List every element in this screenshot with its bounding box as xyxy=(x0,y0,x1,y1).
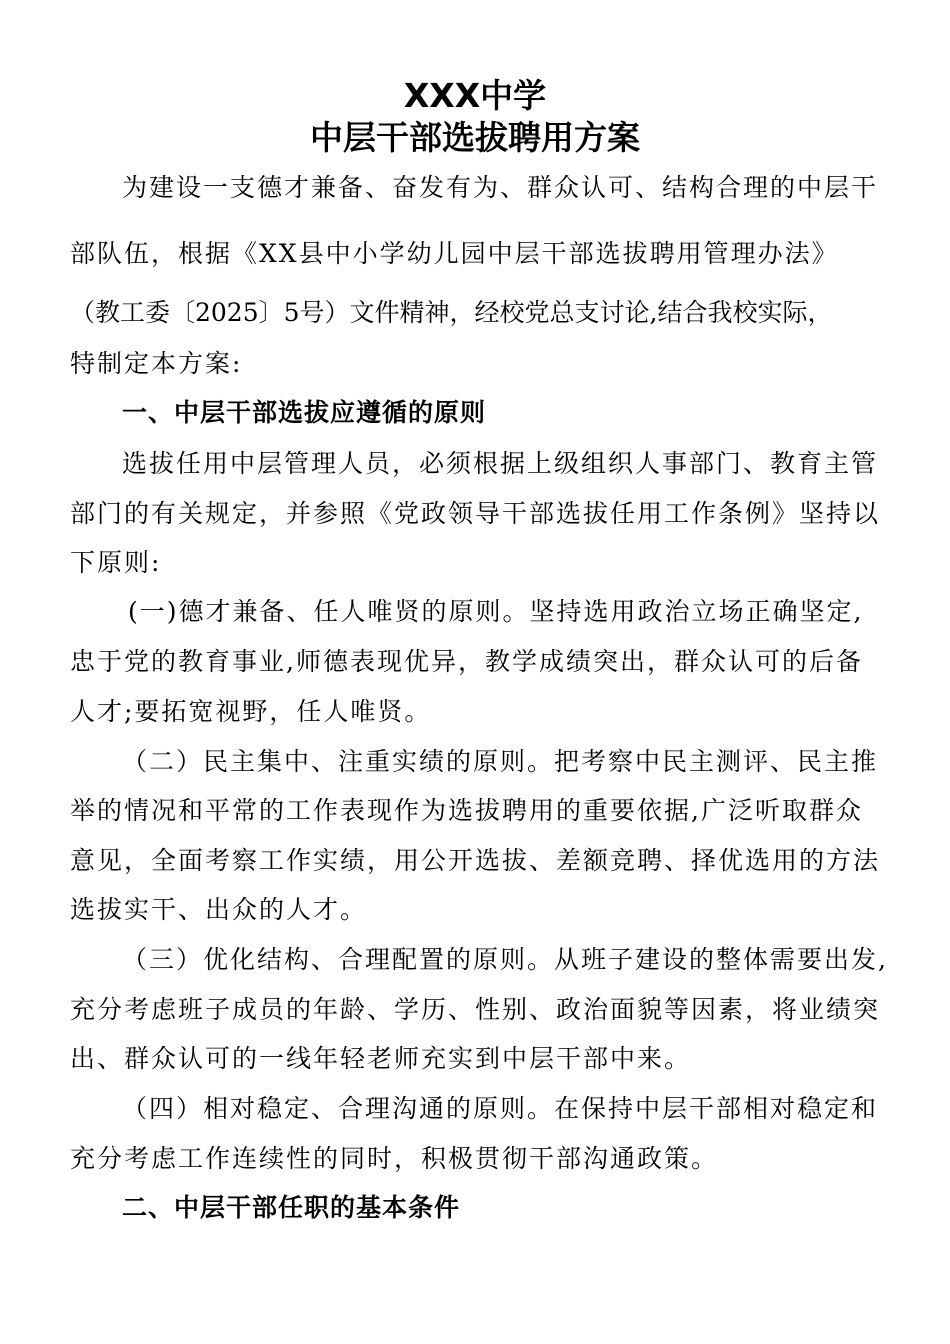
principle-3-line-3: 出、群众认可的一线年轻老师充实到中层干部中来。 xyxy=(70,1044,692,1073)
section-2-heading: 二、中层干部任职的基本条件 xyxy=(122,1193,461,1222)
intro-line-3: （教工委〔2025〕5号）文件精神，经校党总支讨论,结合我校实际， xyxy=(70,298,833,327)
intro-line-4: 特制定本方案: xyxy=(70,349,243,378)
principle-3-line-2: 充分考虑班子成员的年龄、学历、性别、政治面貌等因素，将业绩突 xyxy=(70,995,881,1024)
principle-4-line-1: （四）相对稳定、合理沟通的原则。在保持中层干部相对稳定和 xyxy=(122,1094,879,1123)
section-1-intro-line-1: 选拔任用中层管理人员，必须根据上级组织人事部门、教育主管 xyxy=(122,449,879,478)
document-title-plan: 中层干部选拔聘用方案 xyxy=(310,118,640,157)
principle-1-line-2: 忠于党的教育事业,师德表现优异，教学成绩突出，群众认可的后备 xyxy=(70,647,863,676)
principle-2-line-2: 举的情况和平常的工作表现作为选拔聘用的重要依据,广泛听取群众 xyxy=(70,796,863,825)
section-1-heading: 一、中层干部选拔应遵循的原则 xyxy=(122,398,487,427)
principle-2-line-3: 意见，全面考察工作实绩，用公开选拔、差额竞聘、择优选用的方法 xyxy=(70,846,881,875)
document-title-school: XXX中学 xyxy=(403,76,547,115)
intro-line-2: 部队伍，根据《XX县中小学幼儿园中层干部选拔聘用管理办法》 xyxy=(70,239,839,268)
intro-line-1: 为建设一支德才兼备、奋发有为、群众认可、结构合理的中层干 xyxy=(122,173,879,202)
section-1-intro-line-3: 下原则: xyxy=(70,548,162,577)
principle-2-line-4: 选拔实干、出众的人才。 xyxy=(70,895,368,924)
principle-2-line-1: （二）民主集中、注重实绩的原则。把考察中民主测评、民主推 xyxy=(122,747,879,776)
principle-1-line-3: 人才;要拓宽视野，任人唯贤。 xyxy=(70,697,432,726)
principle-3-line-1: （三）优化结构、合理配置的原则。从班子建设的整体需要出发, xyxy=(122,945,888,974)
section-1-intro-line-2: 部门的有关规定，并参照《党政领导干部选拔任用工作条例》坚持以 xyxy=(70,499,881,528)
principle-4-line-2: 充分考虑工作连续性的同时，积极贯彻干部沟通政策。 xyxy=(70,1144,719,1173)
principle-1-line-1: (一)德才兼备、任人唯贤的原则。坚持选用政治立场正确坚定, xyxy=(128,597,864,626)
